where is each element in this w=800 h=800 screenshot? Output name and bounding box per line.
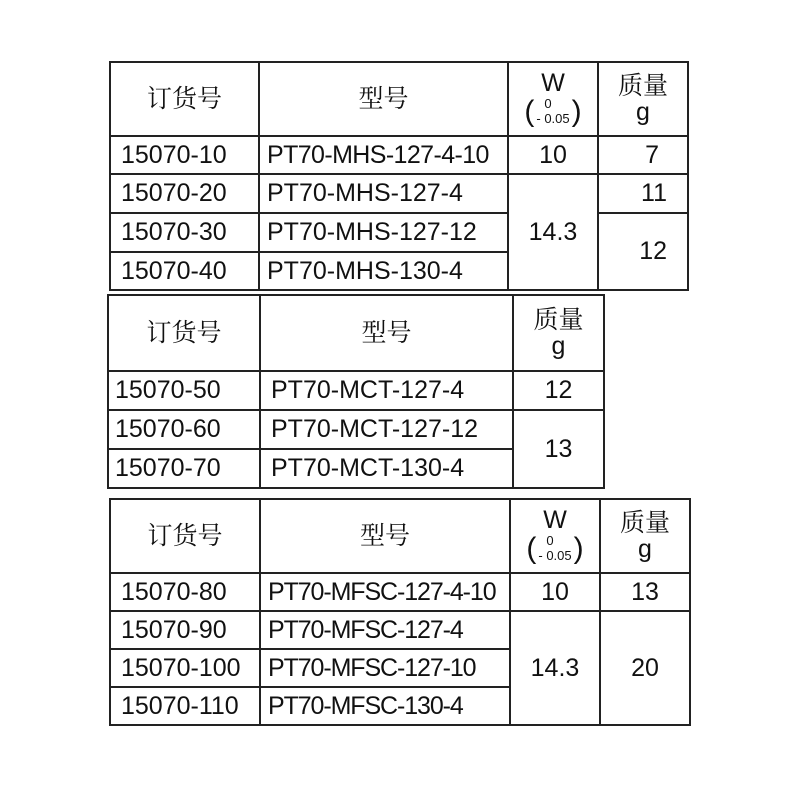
w-cell: 14.3 xyxy=(508,174,598,290)
mass-cell: 20 xyxy=(600,611,690,725)
order-no-cell: 15070-100 xyxy=(110,649,260,687)
spec-table-mhs xyxy=(109,61,689,291)
w-tolerance: ( 0 - 0.05 ) xyxy=(526,532,584,565)
table-header-row xyxy=(110,499,690,573)
model-cell: PT70-MFSC-127-4-10 xyxy=(260,573,510,611)
model-cell: PT70-MCT-127-4 xyxy=(260,371,513,410)
model-cell: PT70-MHS-130-4 xyxy=(259,252,508,290)
model-cell: PT70-MCT-130-4 xyxy=(260,449,513,488)
model-header: 型号 xyxy=(260,295,513,371)
mass-unit: g xyxy=(551,332,566,360)
w-label: W xyxy=(543,506,567,534)
order-no-cell: 15070-110 xyxy=(110,687,260,725)
model-cell: PT70-MFSC-130-4 xyxy=(260,687,510,725)
mass-label: 质量 xyxy=(619,508,670,537)
order-no-cell: 15070-60 xyxy=(108,410,260,449)
w-tolerance: ( 0 - 0.05 ) xyxy=(524,95,582,128)
order-no-cell: 15070-40 xyxy=(110,252,259,290)
table-row xyxy=(108,371,604,410)
table-row xyxy=(110,136,688,174)
table-header-row xyxy=(110,62,688,136)
w-cell: 10 xyxy=(510,573,600,611)
mass-cell: 12 xyxy=(598,213,688,290)
order-no-header: 订货号 xyxy=(110,499,260,573)
model-cell: PT70-MHS-127-4 xyxy=(259,174,508,213)
table-row xyxy=(108,410,604,449)
order-no-cell: 15070-20 xyxy=(110,174,259,213)
model-cell: PT70-MFSC-127-10 xyxy=(260,649,510,687)
model-header: 型号 xyxy=(259,62,508,136)
order-no-cell: 15070-80 xyxy=(110,573,260,611)
mass-cell: 13 xyxy=(600,573,690,611)
order-no-cell: 15070-50 xyxy=(108,371,260,410)
order-no-cell: 15070-30 xyxy=(110,213,259,252)
w-header xyxy=(510,499,600,573)
order-no-cell: 15070-70 xyxy=(108,449,260,488)
w-header xyxy=(508,62,598,136)
w-tol-upper: 0 xyxy=(544,96,552,112)
order-no-cell: 15070-10 xyxy=(110,136,259,174)
mass-label: 质量 xyxy=(617,71,668,100)
model-cell: PT70-MFSC-127-4 xyxy=(260,611,510,649)
mass-header xyxy=(600,499,690,573)
table-row xyxy=(110,573,690,611)
mass-cell: 7 xyxy=(598,136,688,174)
mass-header xyxy=(598,62,688,136)
w-tol-lower: - 0.05 xyxy=(536,111,570,126)
model-cell: PT70-MHS-127-12 xyxy=(259,213,508,252)
model-header: 型号 xyxy=(260,499,510,573)
mass-unit: g xyxy=(636,98,650,126)
model-cell: PT70-MHS-127-4-10 xyxy=(259,136,508,174)
model-cell: PT70-MCT-127-12 xyxy=(260,410,513,449)
w-cell: 10 xyxy=(508,136,598,174)
mass-unit: g xyxy=(638,535,652,563)
w-tol-upper: 0 xyxy=(546,533,554,549)
w-label: W xyxy=(541,69,565,97)
mass-cell: 12 xyxy=(513,371,604,410)
mass-cell: 11 xyxy=(598,174,688,213)
spec-table-mfsc xyxy=(109,498,691,726)
table-row xyxy=(110,213,688,252)
mass-header xyxy=(513,295,604,371)
w-cell: 14.3 xyxy=(510,611,600,725)
table-row xyxy=(110,611,690,649)
order-no-cell: 15070-90 xyxy=(110,611,260,649)
order-no-header: 订货号 xyxy=(110,62,259,136)
w-tol-lower: - 0.05 xyxy=(538,548,572,563)
mass-cell: 13 xyxy=(513,410,604,488)
table-row xyxy=(110,174,688,213)
table-header-row xyxy=(108,295,604,371)
order-no-header: 订货号 xyxy=(108,295,260,371)
spec-table-mct xyxy=(107,294,605,489)
mass-label: 质量 xyxy=(533,305,584,334)
